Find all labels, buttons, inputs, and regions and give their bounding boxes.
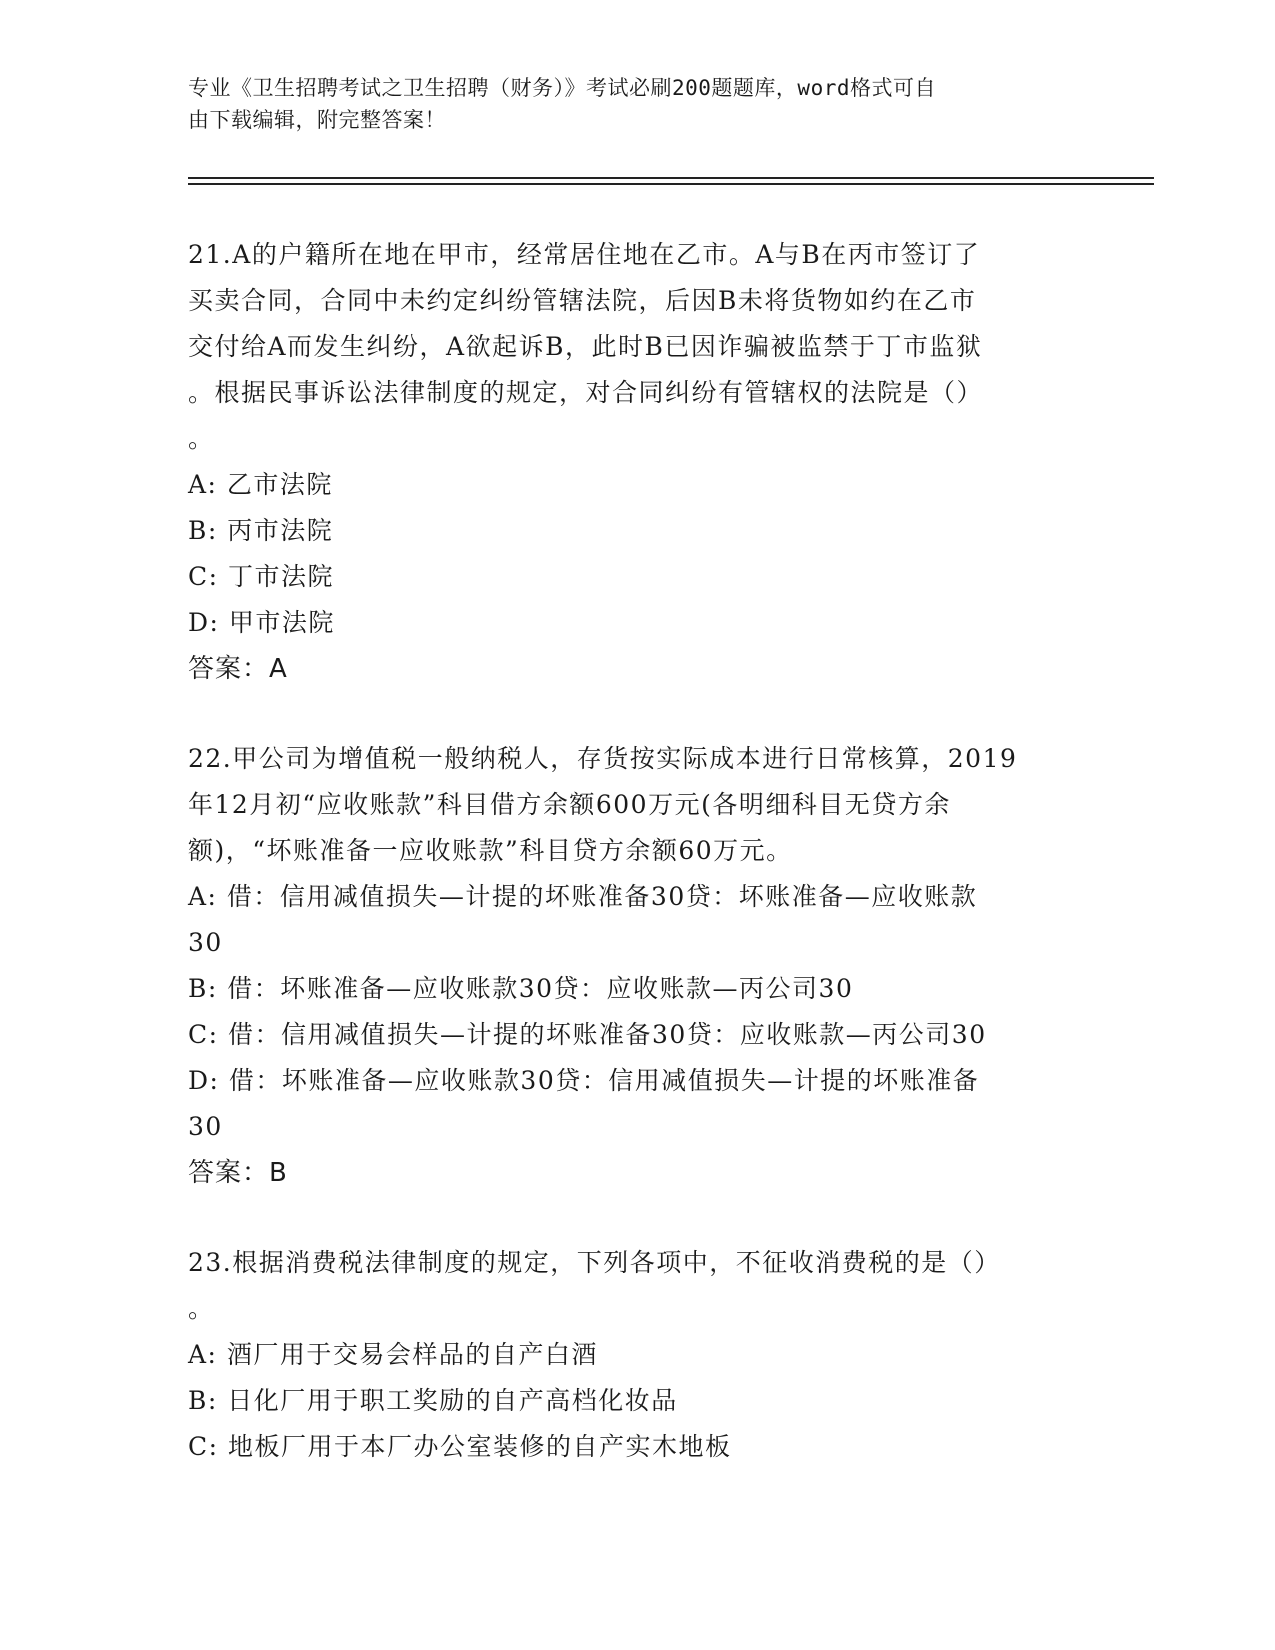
option-a: A: 借：信用减值损失—计提的坏账准备30贷：坏账准备—应收账款	[188, 882, 978, 911]
question-list	[188, 232, 1088, 1470]
option-d: D: 借：坏账准备—应收账款30贷：信用减值损失—计提的坏账准备	[188, 1066, 980, 1095]
document-header	[188, 72, 1088, 136]
answer-line: 答案：B	[188, 1158, 288, 1188]
question-spacer	[188, 1196, 1088, 1240]
question-spacer	[188, 692, 1088, 736]
question-text-line: 买卖合同，合同中未约定纠纷管辖法院，后因B未将货物如约在乙市	[188, 286, 977, 315]
question-text-line: 年12月初“应收账款”科目借方余额600万元(各明细科目无贷方余	[188, 790, 951, 819]
option-c: C: 地板厂用于本厂办公室装修的自产实木地板	[188, 1432, 732, 1461]
question-text-line: 交付给A而发生纠纷，A欲起诉B，此时B已因诈骗被监禁于丁市监狱	[188, 332, 983, 361]
question-21	[188, 232, 1088, 692]
question-text-line: 。	[188, 424, 215, 453]
option-a-continued: 30	[188, 928, 223, 957]
option-c: C: 丁市法院	[188, 562, 334, 591]
option-b: B: 日化厂用于职工奖励的自产高档化妆品	[188, 1386, 678, 1415]
option-d: D: 甲市法院	[188, 608, 335, 637]
option-d-continued: 30	[188, 1112, 223, 1141]
question-text-line: 22.甲公司为增值税一般纳税人，存货按实际成本进行日常核算，2019	[188, 744, 1018, 773]
option-a: A: 乙市法院	[188, 470, 333, 499]
question-text-line: 额)，“坏账准备一应收账款”科目贷方余额60万元。	[188, 836, 793, 865]
header-line-1: 专业《卫生招聘考试之卫生招聘（财务）》考试必刷200题题库，word格式可自	[188, 76, 936, 100]
option-c: C: 借：信用减值损失—计提的坏账准备30贷：应收账款—丙公司30	[188, 1020, 987, 1049]
option-a: A: 酒厂用于交易会样品的自产白酒	[188, 1340, 598, 1369]
answer-line: 答案：A	[188, 654, 288, 684]
question-text-line: 23.根据消费税法律制度的规定，下列各项中，不征收消费税的是（）	[188, 1248, 1001, 1277]
header-line-2: 由下载编辑，附完整答案！	[188, 108, 446, 132]
question-text-line: 。	[188, 1294, 215, 1323]
question-text-line: 21.A的户籍所在地在甲市，经常居住地在乙市。A与B在丙市签订了	[188, 240, 981, 269]
header-divider-top	[188, 177, 1154, 179]
option-b: B: 丙市法院	[188, 516, 334, 545]
question-text-line: 。根据民事诉讼法律制度的规定，对合同纠纷有管辖权的法院是（）	[188, 378, 984, 407]
header-divider-bottom	[188, 183, 1154, 185]
question-22	[188, 736, 1088, 1196]
option-b: B: 借：坏账准备—应收账款30贷：应收账款—丙公司30	[188, 974, 854, 1003]
question-23	[188, 1240, 1088, 1470]
